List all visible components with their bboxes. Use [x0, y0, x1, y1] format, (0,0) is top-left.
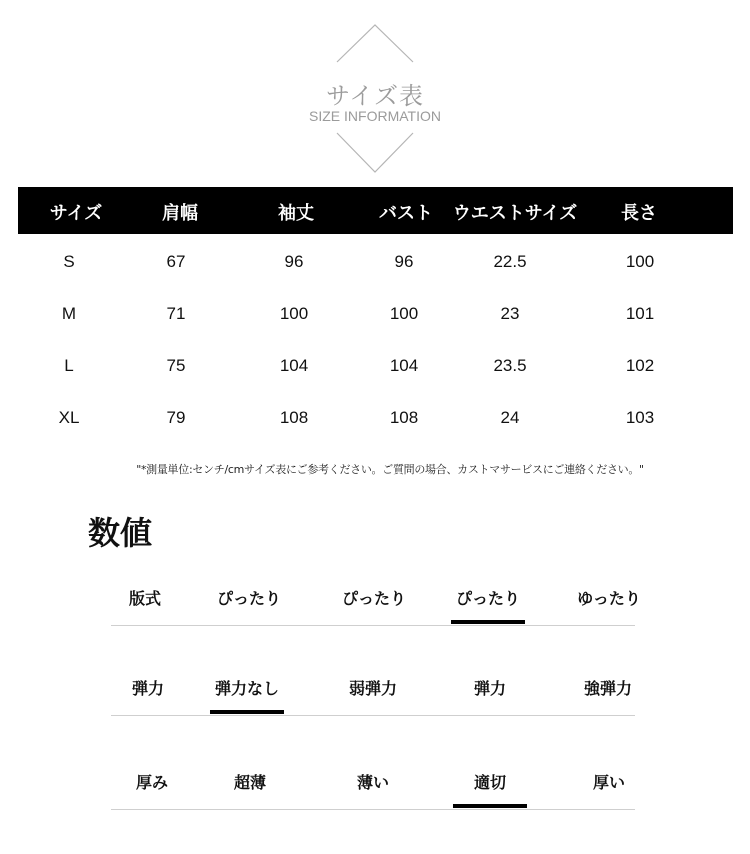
selected-indicator — [210, 710, 284, 714]
table-cell: 96 — [284, 252, 304, 271]
table-cell: 102 — [625, 356, 655, 375]
table-cell: 104 — [389, 356, 419, 375]
table-cell: 22.5 — [493, 252, 527, 271]
table-cell: 79 — [166, 408, 186, 427]
divider — [111, 625, 635, 626]
table-cell: 75 — [166, 356, 186, 375]
attribute-row-fit — [111, 586, 641, 626]
table-cell: 71 — [166, 304, 186, 323]
attribute-label: 厚み — [135, 773, 169, 792]
attribute-label: 弾力 — [131, 679, 165, 698]
table-header — [18, 187, 733, 234]
table-row — [18, 286, 733, 338]
attribute-option-label: 弾力なし — [214, 679, 280, 698]
attribute-option: 強弾力 — [583, 679, 633, 698]
attribute-option: 超薄 — [233, 773, 267, 792]
table-row — [18, 338, 733, 390]
table-cell: S — [63, 252, 75, 271]
table-row — [18, 390, 733, 442]
attribute-row-elasticity — [111, 676, 635, 716]
selected-indicator — [451, 620, 525, 624]
page-subtitle: SIZE INFORMATION — [309, 108, 441, 124]
table-cell: 100 — [625, 252, 655, 271]
column-header-size: サイズ — [49, 203, 103, 224]
table-cell: 24 — [500, 408, 520, 427]
column-header-waist: ウエストサイズ — [452, 203, 578, 224]
attribute-option-selected — [474, 770, 506, 793]
attribute-option: 厚い — [592, 773, 626, 792]
section-title: 数値 — [88, 514, 153, 552]
table-cell: L — [64, 356, 74, 375]
header-ornament — [0, 0, 750, 185]
table-cell: 108 — [389, 408, 419, 427]
attribute-label: 版式 — [128, 589, 162, 608]
attribute-option: 弱弾力 — [348, 679, 398, 698]
attribute-option: ぴったり — [341, 589, 407, 608]
column-header-sleeve: 袖丈 — [278, 203, 314, 224]
table-cell: 100 — [389, 304, 419, 323]
attribute-option: 薄い — [356, 773, 390, 792]
attribute-option: ゆったり — [577, 589, 641, 608]
table-cell: 101 — [625, 304, 655, 323]
column-header-shoulder: 肩幅 — [162, 203, 198, 224]
table-cell: 23.5 — [493, 356, 527, 375]
table-cell: 108 — [279, 408, 309, 427]
table-cell: 104 — [279, 356, 309, 375]
table-cell: XL — [58, 408, 80, 427]
attribute-option: 弾力 — [473, 679, 507, 698]
attribute-option: ぴったり — [216, 589, 282, 608]
selected-indicator — [453, 804, 527, 808]
size-table — [18, 187, 733, 442]
measurement-note: "*測量単位:センチ/cmサイズ表にご参考ください。ご質問の場合、カストマサービスにご連絡ください。" — [136, 463, 644, 476]
divider — [111, 715, 635, 716]
table-row — [18, 234, 733, 286]
column-header-bust: バスト — [379, 203, 433, 224]
page-title: サイズ表 — [325, 82, 425, 110]
attribute-option-label: 適切 — [473, 773, 507, 792]
table-cell: 103 — [625, 408, 655, 427]
attribute-row-thickness — [111, 770, 635, 810]
divider — [111, 809, 635, 810]
attribute-option-label: ぴったり — [455, 589, 521, 608]
column-header-length: 長さ — [621, 203, 657, 224]
table-cell: 96 — [394, 252, 414, 271]
table-cell: 23 — [500, 304, 520, 323]
table-cell: 67 — [166, 252, 186, 271]
attribute-option-selected — [456, 586, 520, 609]
table-cell: M — [61, 304, 77, 323]
table-cell: 100 — [279, 304, 309, 323]
attribute-option-selected — [215, 676, 279, 699]
